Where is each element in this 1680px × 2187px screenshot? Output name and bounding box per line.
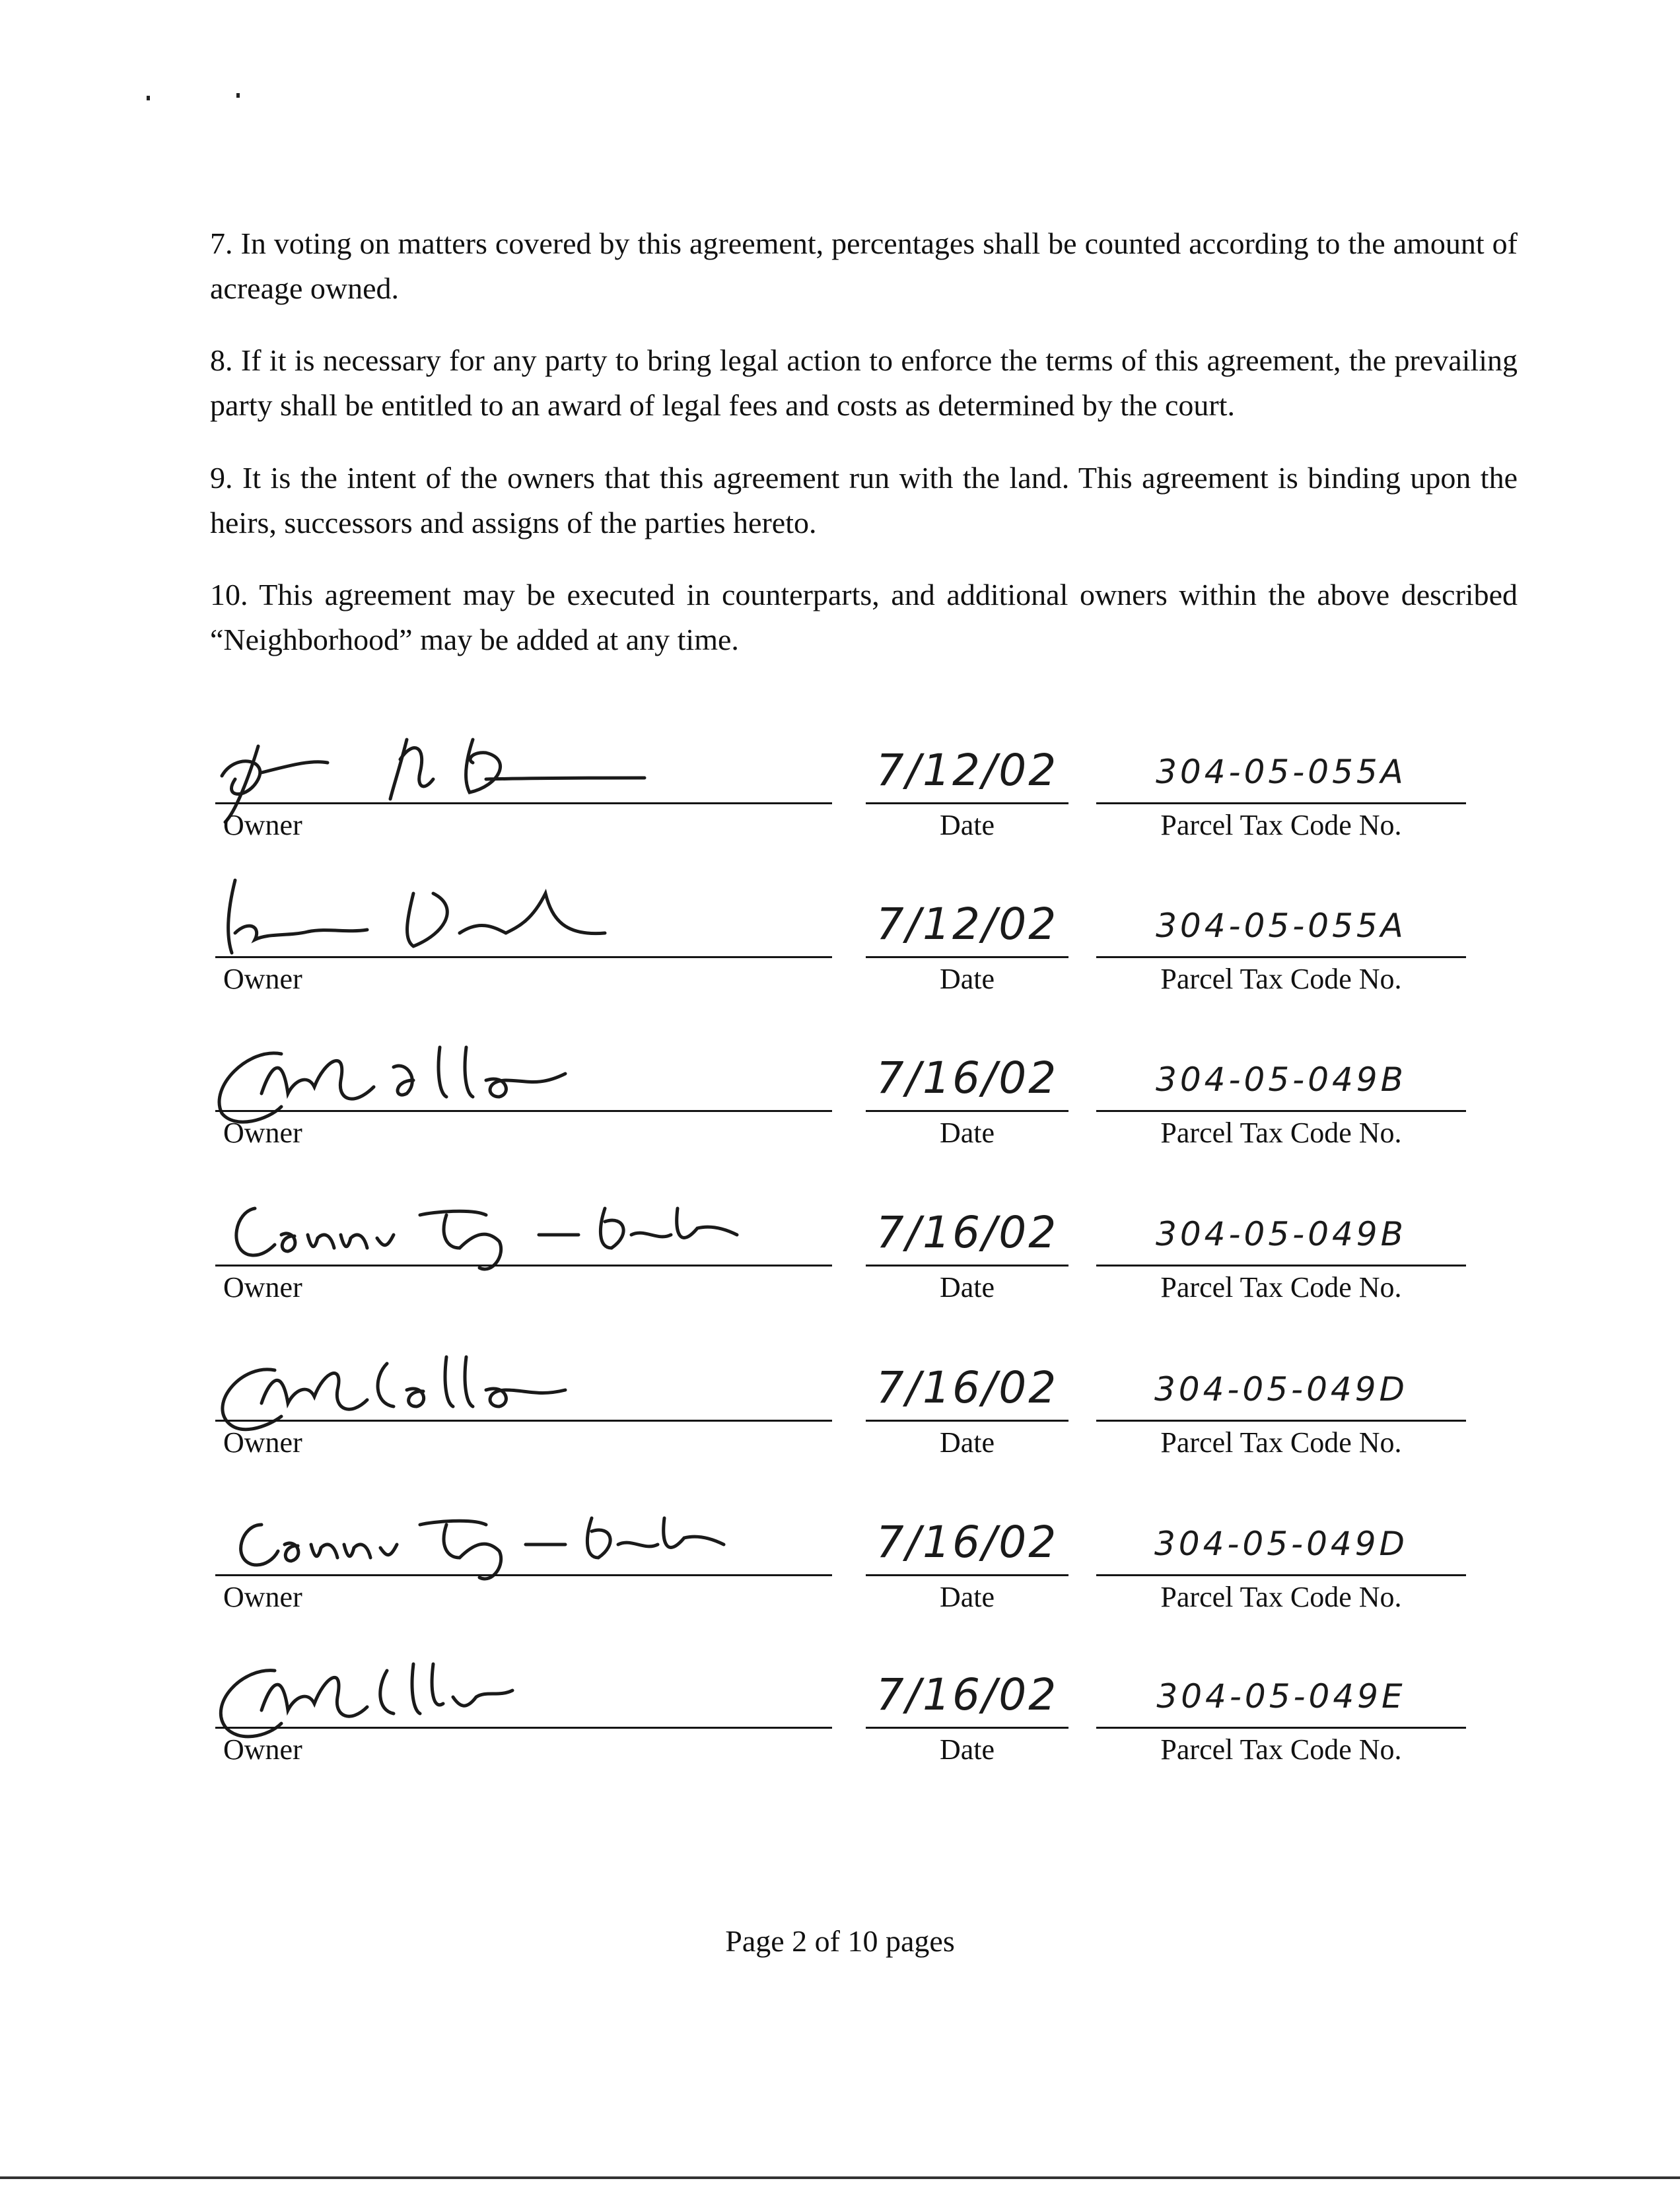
date-field bbox=[866, 1508, 1068, 1640]
parcel-value: 304-05-049D bbox=[1154, 1525, 1409, 1563]
parcel-label: Parcel Tax Code No. bbox=[1160, 963, 1402, 995]
date-value: 7/16/02 bbox=[876, 1669, 1059, 1720]
owner-line bbox=[215, 1420, 832, 1422]
page-bottom-border bbox=[0, 2176, 1680, 2179]
owner-label: Owner bbox=[223, 1581, 302, 1613]
owner-field bbox=[215, 1354, 832, 1486]
parcel-field bbox=[1096, 736, 1466, 868]
owner-line bbox=[215, 1574, 832, 1576]
date-label: Date bbox=[939, 1581, 995, 1613]
parcel-field bbox=[1096, 1508, 1466, 1640]
owner-field bbox=[215, 890, 832, 1022]
date-line bbox=[866, 956, 1068, 958]
signature-row bbox=[0, 1044, 1680, 1176]
parcel-value: 304-05-049D bbox=[1154, 1370, 1409, 1408]
scan-mark bbox=[236, 93, 240, 98]
date-label: Date bbox=[939, 963, 995, 995]
parcel-label: Parcel Tax Code No. bbox=[1160, 1117, 1402, 1149]
signature-row bbox=[0, 1354, 1680, 1486]
scan-mark bbox=[147, 96, 150, 100]
date-field bbox=[866, 1354, 1068, 1486]
parcel-value: 304-05-055A bbox=[1156, 907, 1407, 945]
parcel-line bbox=[1096, 1110, 1466, 1112]
owner-label: Owner bbox=[223, 809, 302, 841]
owner-label: Owner bbox=[223, 1733, 302, 1766]
owner-label: Owner bbox=[223, 963, 302, 995]
date-value: 7/16/02 bbox=[876, 1517, 1059, 1568]
date-line bbox=[866, 802, 1068, 804]
paragraph-7: 7. In voting on matters covered by this agreement, percentages shall be counted according to the amount of acreage owned. bbox=[210, 226, 1518, 305]
owner-field bbox=[215, 1508, 832, 1640]
parcel-line bbox=[1096, 1727, 1466, 1729]
date-field bbox=[866, 1661, 1068, 1793]
parcel-label: Parcel Tax Code No. bbox=[1160, 1426, 1402, 1459]
date-value: 7/12/02 bbox=[876, 745, 1059, 796]
signature-row bbox=[0, 736, 1680, 868]
owner-line bbox=[215, 802, 832, 804]
date-field bbox=[866, 1044, 1068, 1176]
date-field bbox=[866, 890, 1068, 1022]
date-label: Date bbox=[939, 1271, 995, 1303]
date-label: Date bbox=[939, 1733, 995, 1766]
paragraph-10: 10. This agreement may be executed in counterparts, and additional owners within the above described “Neighborhood” may be added at any time. bbox=[210, 578, 1518, 656]
owner-label: Owner bbox=[223, 1117, 302, 1149]
parcel-label: Parcel Tax Code No. bbox=[1160, 1271, 1402, 1303]
signature-row bbox=[0, 890, 1680, 1022]
date-label: Date bbox=[939, 1117, 995, 1149]
parcel-field bbox=[1096, 1661, 1466, 1793]
owner-label: Owner bbox=[223, 1271, 302, 1303]
owner-field bbox=[215, 736, 832, 868]
parcel-label: Parcel Tax Code No. bbox=[1160, 1581, 1402, 1613]
parcel-line bbox=[1096, 1265, 1466, 1267]
date-field bbox=[866, 1198, 1068, 1331]
date-line bbox=[866, 1265, 1068, 1267]
date-line bbox=[866, 1420, 1068, 1422]
date-value: 7/16/02 bbox=[876, 1053, 1059, 1103]
date-value: 7/12/02 bbox=[876, 899, 1059, 950]
paragraph-8: 8. If it is necessary for any party to bring legal action to enforce the terms of this agreement, the prevailing party shall be entitled to an award of legal fees and costs as determined by the court. bbox=[210, 343, 1518, 422]
parcel-value: 304-05-055A bbox=[1156, 753, 1407, 791]
date-value: 7/16/02 bbox=[876, 1362, 1059, 1413]
parcel-field bbox=[1096, 890, 1466, 1022]
parcel-field bbox=[1096, 1354, 1466, 1486]
parcel-field bbox=[1096, 1044, 1466, 1176]
signature-row bbox=[0, 1661, 1680, 1793]
owner-line bbox=[215, 1727, 832, 1729]
owner-field bbox=[215, 1198, 832, 1331]
owner-field bbox=[215, 1661, 832, 1793]
owner-label: Owner bbox=[223, 1426, 302, 1459]
parcel-field bbox=[1096, 1198, 1466, 1331]
date-line bbox=[866, 1574, 1068, 1576]
parcel-value: 304-05-049B bbox=[1156, 1215, 1407, 1253]
signature-row bbox=[0, 1198, 1680, 1331]
date-field bbox=[866, 736, 1068, 868]
parcel-line bbox=[1096, 802, 1466, 804]
paragraph-9: 9. It is the intent of the owners that this agreement run with the land. This agreement is binding upon the heirs, successors and assigns of the parties hereto. bbox=[210, 461, 1518, 539]
signature-row bbox=[0, 1508, 1680, 1640]
page-number: Page 2 of 10 pages bbox=[725, 1924, 955, 1958]
date-value: 7/16/02 bbox=[876, 1207, 1059, 1258]
parcel-value: 304-05-049E bbox=[1156, 1677, 1406, 1716]
parcel-value: 304-05-049B bbox=[1156, 1060, 1407, 1099]
date-label: Date bbox=[939, 1426, 995, 1459]
owner-line bbox=[215, 956, 832, 958]
date-label: Date bbox=[939, 809, 995, 841]
owner-line bbox=[215, 1265, 832, 1267]
parcel-label: Parcel Tax Code No. bbox=[1160, 809, 1402, 841]
parcel-line bbox=[1096, 956, 1466, 958]
owner-field bbox=[215, 1044, 832, 1176]
date-line bbox=[866, 1727, 1068, 1729]
parcel-label: Parcel Tax Code No. bbox=[1160, 1733, 1402, 1766]
parcel-line bbox=[1096, 1574, 1466, 1576]
date-line bbox=[866, 1110, 1068, 1112]
parcel-line bbox=[1096, 1420, 1466, 1422]
owner-line bbox=[215, 1110, 832, 1112]
